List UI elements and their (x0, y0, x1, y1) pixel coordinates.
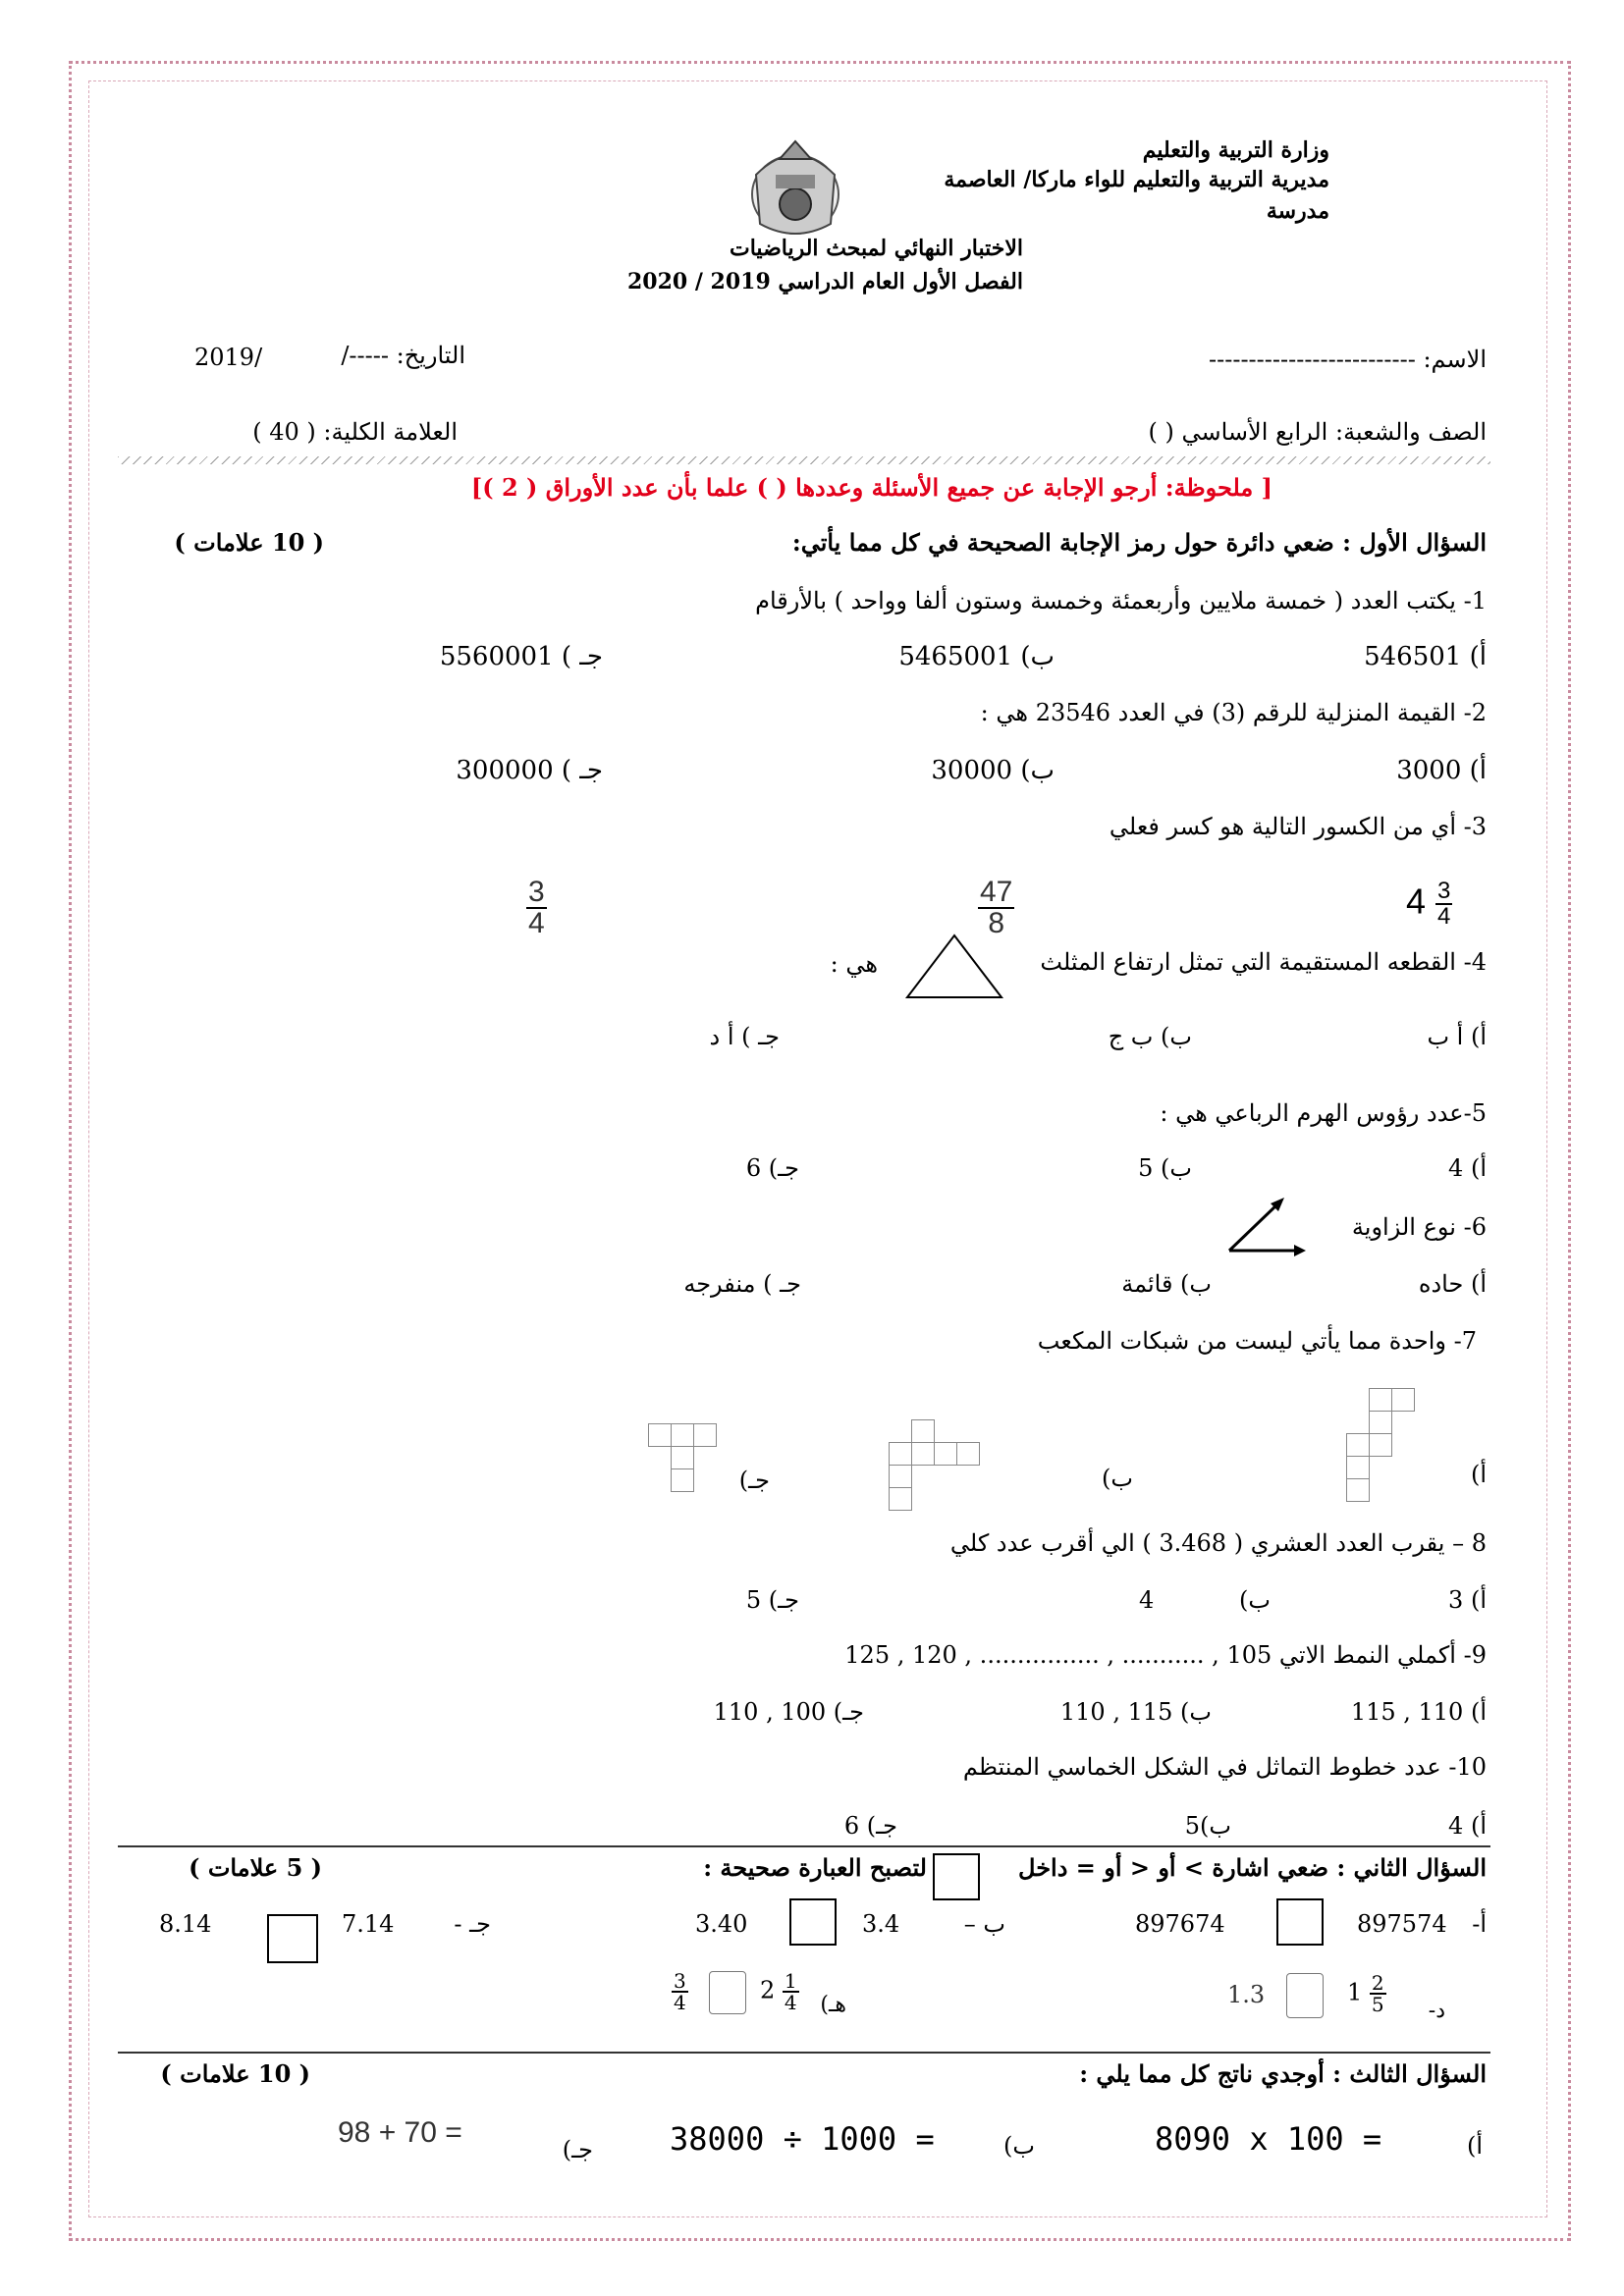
q1-item5-option-a[interactable]: أ) 4 (1448, 1154, 1487, 1182)
q1-item6-option-b[interactable]: ب) قائمة (1121, 1270, 1212, 1298)
q2-d-left (1347, 1973, 1386, 2014)
mixed-whole: 1 (1347, 1978, 1363, 2006)
semester-title: الفصل الأول العام الدراسي 2019 / 2020 (626, 269, 1023, 294)
jordan-emblem-icon (736, 135, 854, 243)
frac-num: 47 (980, 876, 1013, 908)
q1-item8-option-a[interactable]: أ) 3 (1448, 1586, 1487, 1614)
q2-d-answer-box[interactable] (1286, 1973, 1324, 2018)
q2-b-left: 3.4 (862, 1910, 900, 1938)
q2-a-right: 897674 (1135, 1910, 1225, 1938)
divider (118, 456, 1490, 464)
q1-item1-option-b[interactable]: ب) 5465001 (898, 642, 1055, 671)
q2-title: السؤال الثاني : ضعي اشارة > أو < أو = داخل (1018, 1853, 1487, 1882)
q1-item5-stem: 5-عدد رؤوس الهرم الرباعي هي : (1160, 1099, 1487, 1127)
exam-title: الاختبار النهائي لمبحث الرياضيات (730, 236, 1023, 261)
q1-item4-option-c[interactable]: جـ ) أ د (709, 1023, 780, 1050)
q2-a-left: 897574 (1357, 1910, 1447, 1938)
page-border-inner (88, 80, 1547, 2217)
q1-item3-option-b[interactable] (978, 878, 1014, 938)
answer-box-sample (933, 1853, 980, 1900)
q1-item7-option-a[interactable]: أ) (1470, 1461, 1487, 1488)
q1-title: السؤال الأول : ضعي دائرة حول رمز الإجابة الصحيحة في كل مما يأتي: (791, 528, 1487, 557)
q2-c-label: جـ - (454, 1910, 491, 1938)
q2-c-left: 7.14 (342, 1910, 395, 1938)
triangle-icon (903, 933, 1005, 1001)
q2-b-right: 3.40 (695, 1910, 748, 1938)
q1-item4-option-a[interactable]: أ) أ ب (1427, 1023, 1487, 1050)
q1-item1-option-a[interactable]: أ) 546501 (1364, 642, 1487, 671)
date-year: 2019/ (194, 344, 263, 371)
school-label: مدرسة (1266, 198, 1329, 224)
q1-marks: ( 10 علامات ) (174, 528, 324, 557)
q1-item7-stem: 7- واحدة مما يأتي ليست من شبكات المكعب (1037, 1327, 1477, 1355)
q3-title: السؤال الثالث : أوجدي ناتج كل مما يلي : (1079, 2059, 1487, 2088)
q1-item7-option-b[interactable]: ب) (1102, 1465, 1133, 1492)
exam-note: [ ملحوظة: أرجو الإجابة عن جميع الأسئلة وعددها ( ) علما بأن عدد الأوراق ( 2 )] (470, 473, 1272, 502)
frac-num: 3 (1437, 878, 1451, 904)
q1-item8-option-c[interactable]: جـ) 5 (745, 1586, 799, 1614)
frac-den: 4 (674, 1991, 686, 2014)
directorate-title: مديرية التربية والتعليم للواء ماركا/ العاصمة (944, 167, 1329, 192)
q2-a-label: أ- (1472, 1910, 1487, 1938)
date-field[interactable]: التاريخ: -----/ (341, 342, 465, 369)
angle-icon (1225, 1192, 1310, 1260)
q1-item3-stem: 3- أي من الكسور التالية هو كسر فعلي (1109, 813, 1487, 840)
total-mark: العلامة الكلية: ( 40 ) (252, 418, 458, 446)
q1-item6-option-a[interactable]: أ) حاده (1418, 1270, 1487, 1298)
q1-item9-option-c[interactable]: جـ) 100 , 110 (713, 1698, 864, 1726)
q2-e-answer-box[interactable] (709, 1971, 746, 2014)
q1-item2-option-a[interactable]: أ) 3000 (1396, 756, 1487, 785)
frac-num: 2 (1371, 1971, 1384, 1995)
frac-num: 3 (528, 876, 545, 908)
q3-b-expression: 38000 ÷ 1000 = (670, 2120, 935, 2158)
q1-item6-option-c[interactable]: جـ ) منفرجه (683, 1270, 801, 1298)
name-field[interactable]: الاسم: -------------------------- (1209, 346, 1487, 373)
q1-item8-stem: 8 – يقرب العدد العشري ( 3.468 ) الي أقرب عدد كلي (949, 1529, 1487, 1557)
q2-b-answer-box[interactable] (789, 1898, 837, 1946)
q2-title-end: لتصبح العبارة صحيحة : (703, 1853, 927, 1882)
q2-c-right: 8.14 (159, 1910, 212, 1938)
q1-item7-option-c[interactable]: جـ) (738, 1467, 770, 1494)
frac-den: 8 (988, 907, 1005, 939)
section-divider-q3 (118, 2052, 1490, 2054)
mixed-whole: 2 (760, 1976, 776, 2004)
q1-item4-stem: 4- القطعه المستقيمة التي تمثل ارتفاع المثلث (1040, 948, 1487, 976)
q1-item10-stem: 10- عدد خطوط التماثل في الشكل الخماسي المنتظم (962, 1753, 1487, 1781)
q1-item4-stem-end: هي : (830, 950, 878, 978)
q1-item1-stem: 1- يكتب العدد ( خمسة ملايين وأربعمئة وخمسة وستون ألفا وواحد ) بالأرقام (755, 587, 1487, 614)
q1-item2-option-c[interactable]: جـ ) 300000 (456, 756, 603, 785)
frac-den: 4 (528, 907, 545, 939)
q3-marks: ( 10 علامات ) (160, 2059, 310, 2088)
frac-num: 1 (784, 1969, 797, 1993)
q1-item3-option-c[interactable] (526, 878, 547, 938)
frac-den: 4 (784, 1991, 797, 2014)
q1-item9-option-b[interactable]: ب) 115 , 110 (1059, 1698, 1212, 1726)
q2-marks: ( 5 علامات ) (189, 1853, 322, 1882)
q2-c-answer-box[interactable] (267, 1914, 318, 1963)
frac-den: 5 (1371, 1993, 1384, 2016)
q1-item2-option-b[interactable]: ب) 30000 (931, 756, 1055, 785)
q2-a-answer-box[interactable] (1276, 1898, 1324, 1946)
q2-e-right (672, 1971, 688, 2012)
ministry-title: وزارة التربية والتعليم (1142, 137, 1329, 163)
q3-c-label: جـ) (562, 2136, 593, 2163)
q1-item4-option-b[interactable]: ب) ب ج (1108, 1023, 1192, 1050)
q1-item10-option-a[interactable]: أ) 4 (1448, 1812, 1487, 1840)
section-divider-q2 (118, 1845, 1490, 1847)
q2-e-left (760, 1971, 799, 2012)
q3-a-expression: 8090 x 100 = (1155, 2120, 1382, 2158)
q3-a-label: أ) (1466, 2132, 1483, 2160)
q1-item9-option-a[interactable]: أ) 110 , 115 (1350, 1698, 1487, 1726)
frac-den: 4 (1437, 903, 1451, 930)
q2-d-label: د- (1428, 1999, 1445, 2023)
q1-item8-option-b-value: 4 (1139, 1586, 1155, 1614)
q1-item8-option-b[interactable]: ب) (1239, 1586, 1271, 1614)
frac-num: 3 (674, 1969, 686, 1993)
q1-item9-stem: 9- أكملي النمط الاتي 105 , ........... , ................ , 120 , 125 (844, 1641, 1487, 1669)
q1-item5-option-c[interactable]: جـ) 6 (745, 1154, 799, 1182)
class-field[interactable]: الصف والشعبة: الرابع الأساسي ( ) (1148, 418, 1487, 446)
q1-item10-option-b[interactable]: ب)5 (1184, 1812, 1231, 1840)
q3-c-expression: 98 + 70 = (338, 2116, 462, 2149)
q1-item3-option-a[interactable] (1406, 880, 1452, 929)
q1-item10-option-c[interactable]: جـ) 6 (843, 1812, 897, 1840)
q2-e-label: هـ) (820, 1993, 846, 2017)
q1-item1-option-c[interactable]: جـ ) 5560001 (439, 642, 603, 671)
q2-b-label: ب – (963, 1910, 1005, 1938)
q2-d-right: 1.3 (1227, 1981, 1266, 2008)
q1-item2-stem: 2- القيمة المنزلية للرقم (3) في العدد 23546 هي : (980, 699, 1487, 726)
q3-b-label: ب) (1003, 2132, 1035, 2160)
q1-item5-option-b[interactable]: ب) 5 (1138, 1154, 1192, 1182)
q1-item6-stem: 6- نوع الزاوية (1351, 1213, 1487, 1241)
mixed-whole: 4 (1406, 881, 1427, 922)
